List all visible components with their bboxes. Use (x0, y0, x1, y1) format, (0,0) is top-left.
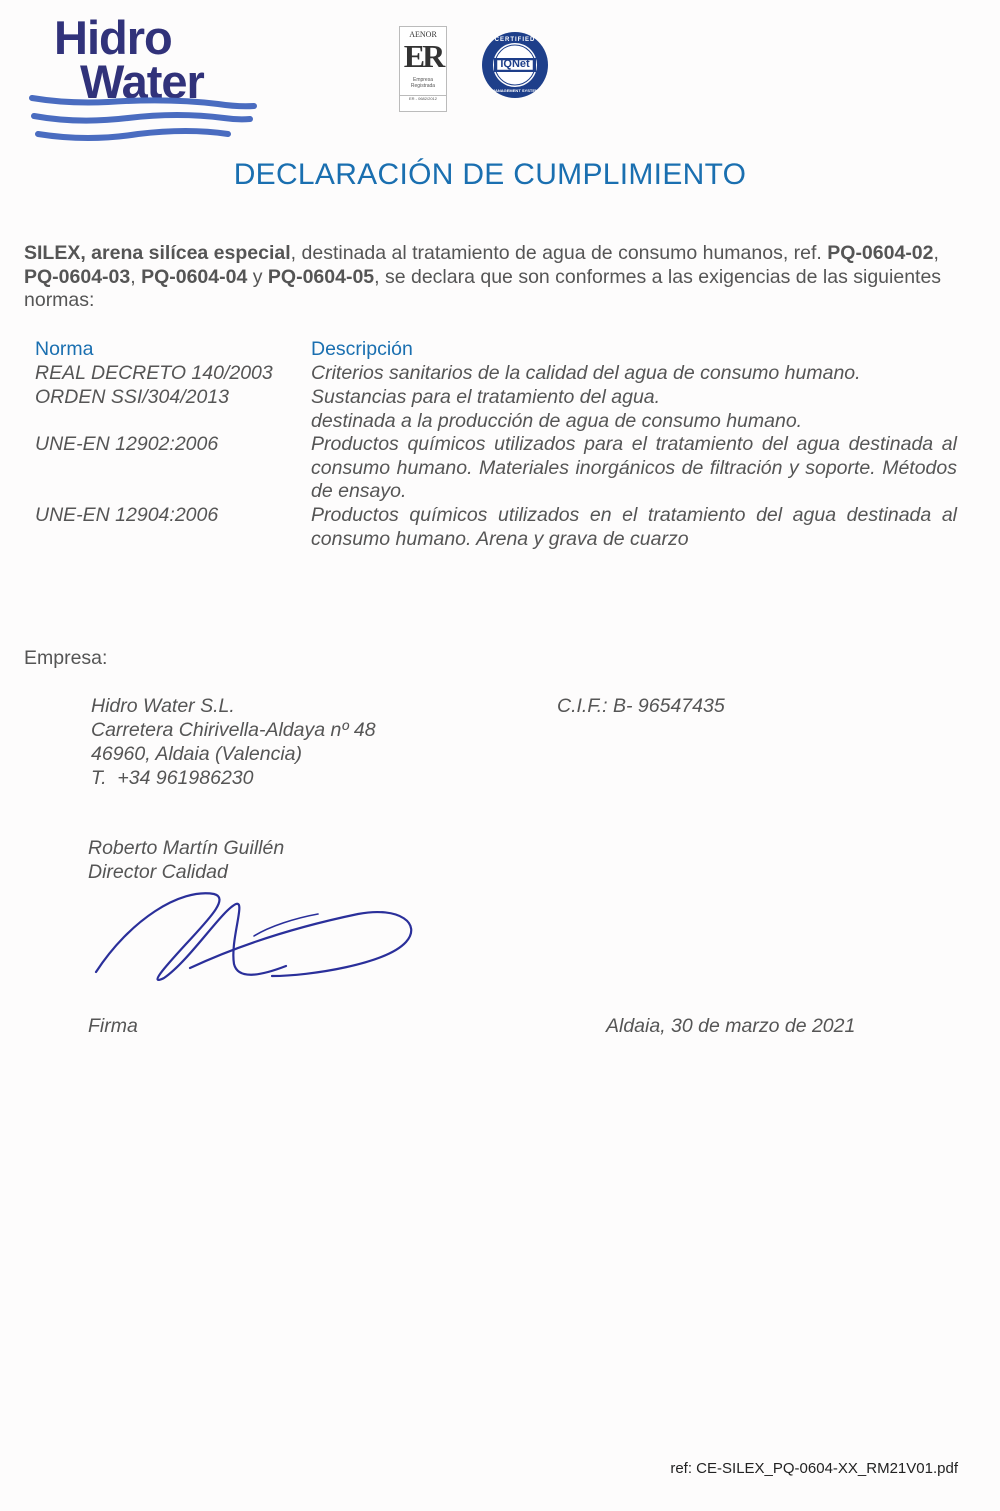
aenor-certification-badge (399, 26, 447, 112)
table-row-descripcion: Productos químicos utilizados en el tratamiento del agua destinada al consumo humano. Arena y grava de cuarzo (311, 504, 957, 550)
company-logo (28, 4, 260, 148)
aenor-caption1: Empresa (412, 77, 433, 83)
company-phone: T. +34 961986230 (91, 767, 254, 789)
document-title: DECLARACIÓN DE CUMPLIMIENTO (233, 158, 747, 191)
table-row-descripcion: Criterios sanitarios de la calidad del agua de consumo humano. (311, 362, 861, 384)
signatory-name: Roberto Martín Guillén (88, 837, 285, 859)
table-row-norma: UNE-EN 12904:2006 (35, 504, 219, 526)
aenor-top-label: AENOR (409, 30, 437, 39)
document-reference: ref: CE-SILEX_PQ-0604-XX_RM21V01.pdf (670, 1460, 958, 1477)
intro-text-1: , destinada al tratamiento de agua de consumo humanos, ref. (290, 242, 828, 264)
table-row-norma: REAL DECRETO 140/2003 (35, 362, 273, 384)
product-ref-1: PQ-0604-02 (827, 242, 934, 264)
intro-text-2: , se declara que son conformes a las exigencias de las siguientes normas: (24, 265, 942, 311)
product-ref-3: PQ-0604-04 (141, 265, 248, 288)
aenor-er-mark: ER (403, 38, 443, 74)
product-name: SILEX, arena silícea especial (24, 242, 291, 264)
company-address-line2: 46960, Aldaia (Valencia) (91, 743, 303, 765)
table-header-descripcion: Descripción (311, 338, 413, 360)
company-label: Empresa: (24, 647, 108, 669)
table-row-descripcion: Productos químicos utilizados para el tratamiento del agua destinada al consumo humano. Materiales inorgánicos de filtración y soporte. Métodos de ensayo. (311, 433, 957, 503)
handwritten-signature (90, 880, 420, 990)
aenor-caption2: Registrada (410, 83, 436, 89)
logo-line2: Water (80, 55, 204, 108)
company-name: Hidro Water S.L. (91, 695, 235, 717)
product-ref-4: PQ-0604-05 (267, 265, 375, 288)
aenor-code: ER - 0682/2012 (400, 95, 446, 101)
intro-sep-1: , (933, 242, 939, 264)
table-header-norma: Norma (35, 338, 94, 360)
table-row-norma: UNE-EN 12902:2006 (35, 433, 219, 455)
signature-label: Firma (88, 1015, 138, 1037)
table-row-descripcion: Sustancias para el tratamiento del agua. (311, 386, 661, 408)
logo-line1: Hidro (54, 11, 172, 64)
logo-waves-icon (28, 4, 260, 148)
intro-sep-2: , (130, 265, 142, 288)
intro-paragraph (24, 242, 954, 313)
iqnet-bottom-label: MANAGEMENT SYSTEM (491, 88, 539, 93)
company-address-line1: Carretera Chirivella-Aldaya nº 48 (91, 719, 376, 741)
iqnet-certification-badge (480, 30, 550, 100)
product-ref-2: PQ-0604-03 (24, 265, 131, 288)
place-and-date: Aldaia, 30 de marzo de 2021 (606, 1015, 856, 1037)
signatory-role: Director Calidad (88, 861, 228, 883)
iqnet-ring-label: CERTIFIED (494, 37, 536, 43)
table-row-descripcion-continued: destinada a la producción de agua de consumo humano. (311, 410, 803, 432)
company-cif: C.I.F.: B- 96547435 (557, 695, 725, 717)
iqnet-center-label: IQNet (500, 58, 530, 70)
intro-sep-3: y (247, 265, 268, 288)
table-row-norma: ORDEN SSI/304/2013 (35, 386, 230, 408)
